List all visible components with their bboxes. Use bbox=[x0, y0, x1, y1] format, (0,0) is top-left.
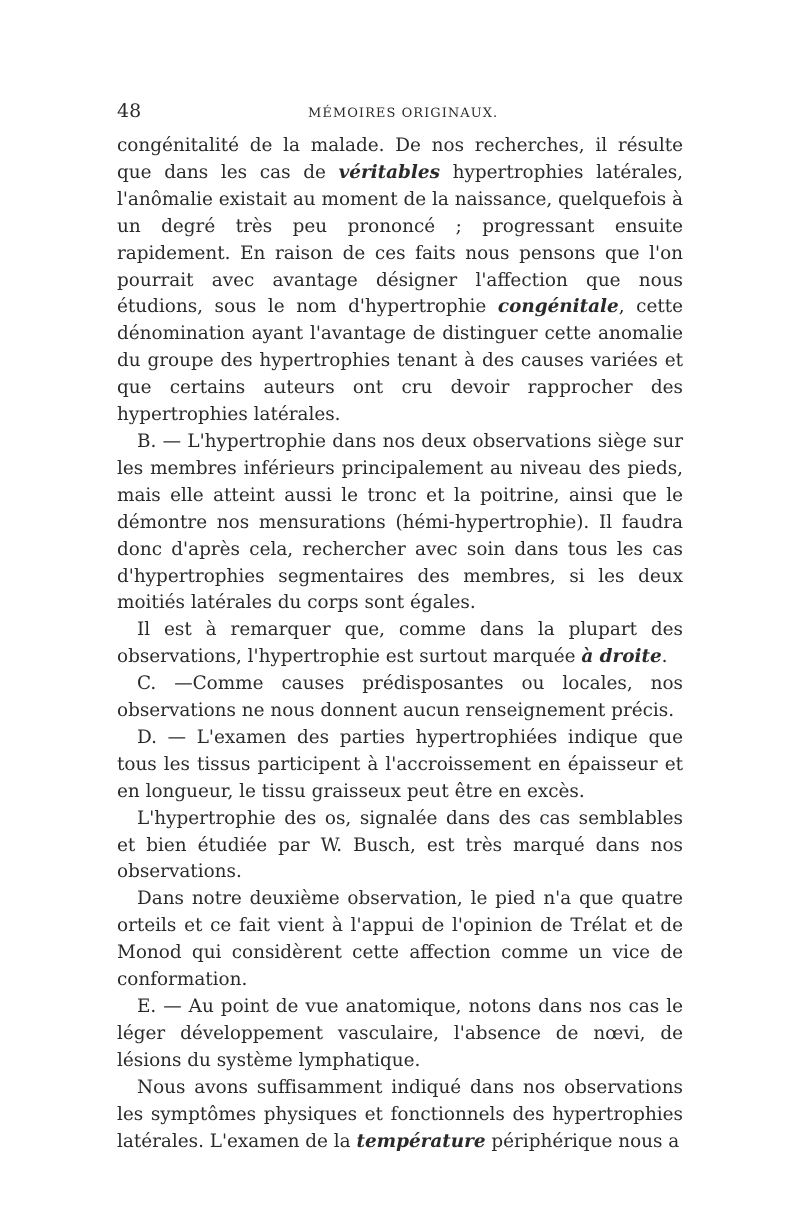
paragraph-c: C. —Comme causes prédisposantes ou locales, nos observations ne nous donnent aucun renseignement précis. bbox=[117, 673, 683, 722]
paragraph-symptomes: Nous avons suffisamment indiqué dans nos observations les symptômes physiques et fonctionnels des hypertrophies latérales. L'examen de la température périphérique nous a bbox=[117, 1076, 683, 1152]
paragraph-d: D. — L'examen des parties hypertrophiées indique que tous les tissus participent à l'accroissement en épaisseur et en longueur, le tissu graisseux peut être en excès. bbox=[117, 726, 683, 802]
emphasis-congenitale: congénitale bbox=[497, 296, 619, 318]
page-number: 48 bbox=[117, 100, 142, 122]
emphasis-temperature: température bbox=[356, 1130, 486, 1152]
body-text bbox=[117, 133, 683, 1155]
page-header bbox=[117, 93, 683, 133]
paragraph-continuation: congénitalité de la malade. De nos recherches, il résulte que dans les cas de véritables hypertrophies latérales, l'anômalie existait au moment de la naissance, quelquefois à un degré très peu prononcé ; progressant ensuite rapidement. En raison de ces faits nous pensons que l'on pourrait avec avantage désigner l'affection que nous étudions, sous le nom d'hypertrophie congénitale, cette dénomination ayant l'avantage de distinguer cette anomalie du groupe des hypertrophies tenant à des causes variées et que certains auteurs ont cru devoir rapprocher des hypertrophies latérales. bbox=[117, 135, 684, 426]
emphasis-a-droite: à droite bbox=[581, 646, 662, 668]
paragraph-droite: Il est à remarquer que, comme dans la plupart des observations, l'hypertrophie est surtout marquée à droite. bbox=[117, 619, 683, 668]
paragraph-b: B. — L'hypertrophie dans nos deux observations siège sur les membres inférieurs principalement au niveau des pieds, mais elle atteint aussi le tronc et la poitrine, ainsi que le démontre nos mensurations (hémi-hypertrophie). Il faudra donc d'après cela, rechercher avec soin dans tous les cas d'hypertrophies segmentaires des membres, si les deux moitiés latérales du corps sont égales. bbox=[117, 430, 683, 614]
book-page bbox=[117, 93, 683, 1155]
paragraph-os: L'hypertrophie des os, signalée dans des cas semblables et bien étudiée par W. Busch, est très marqué dans nos observations. bbox=[117, 807, 683, 883]
running-title: MÉMOIRES ORIGINAUX. bbox=[308, 106, 499, 121]
emphasis-veritables: véritables bbox=[338, 161, 440, 183]
paragraph-e: E. — Au point de vue anatomique, notons dans nos cas le léger développement vasculaire, l'absence de nœvi, de lésions du système lymphatique. bbox=[117, 996, 683, 1071]
paragraph-deuxieme-observation: Dans notre deuxième observation, le pied n'a que quatre orteils et ce fait vient à l'appui de l'opinion de Trélat et de Monod qui considèrent cette affection comme un vice de conformation. bbox=[117, 888, 683, 991]
